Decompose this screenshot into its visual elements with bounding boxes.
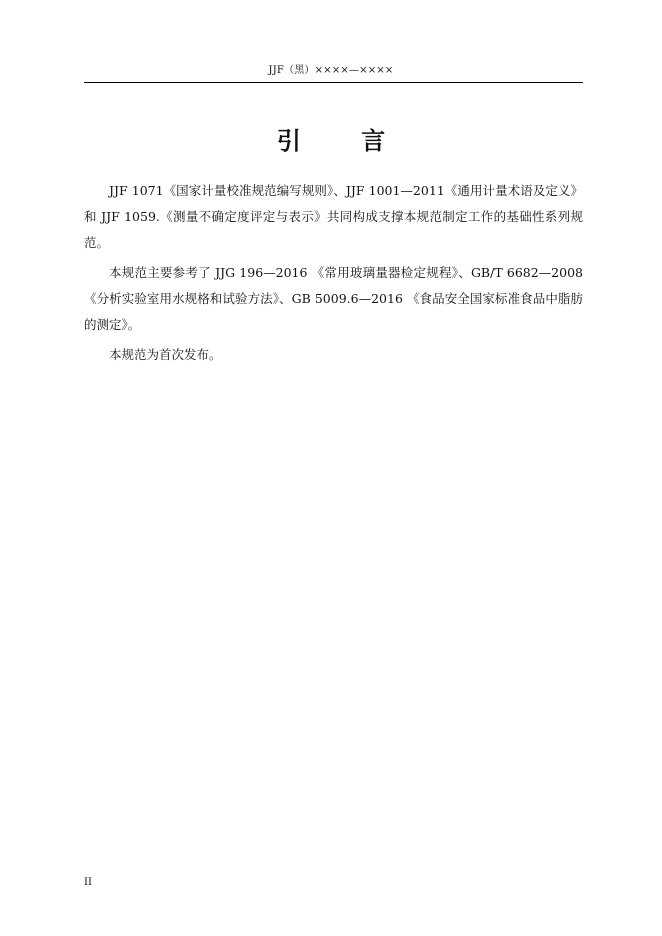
page-title: 引 言 [276, 127, 412, 155]
header-rule [84, 82, 583, 83]
paragraph-references: JJF 1071《国家计量校准规范编写规则》、JJF 1001—2011《通用计量术语及定义》和 JJF 1059.《测量不确定度评定与表示》共同构成支撑本规范制定工作的基础性系列规范。 [84, 183, 583, 250]
paragraph-release: 本规范为首次发布。 [109, 347, 222, 362]
body-text [84, 178, 583, 372]
paragraph-sources: 本规范主要参考了 JJG 196—2016 《常用玻璃量器检定规程》、GB/T 6682—2008《分析实验室用水规格和试验方法》、GB 5009.6—2016 《食品安全国家标准食品中脂肪的测定》。 [84, 265, 583, 332]
page-number: II [84, 877, 92, 888]
running-header: JJF（黑）××××—×××× [268, 65, 394, 76]
